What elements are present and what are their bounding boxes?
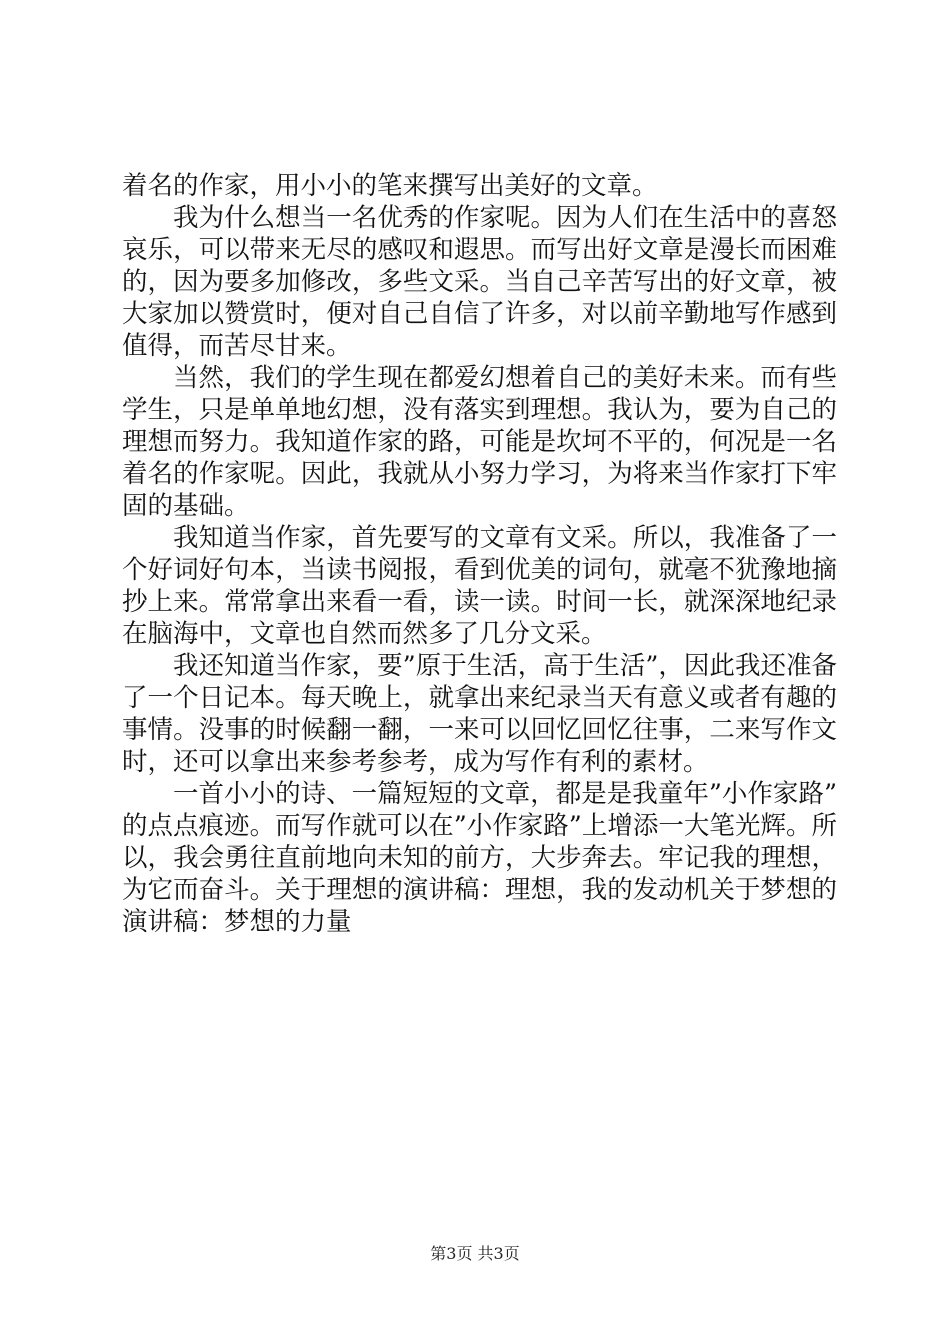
paragraph-2: 我为什么想当一名优秀的作家呢。因为人们在生活中的喜怒哀乐，可以带来无尽的感叹和遐思。而写出好文章是漫长而困难的，因为要多加修改，多些文采。当自己辛苦写出的好文章，被大家加以赞赏时，便对自己自信了许多，对以前辛勤地写作感到值得，而苦尽甘来。 — [122, 203, 837, 361]
paragraph-1: 着名的作家，用小小的笔来撰写出美好的文章。 — [122, 171, 658, 201]
document-body — [122, 170, 837, 938]
paragraph-6: 一首小小的诗、一篇短短的文章，都是是我童年”小作家路”的点点痕迹。而写作就可以在”小作家路”上增添一大笔光辉。所以，我会勇往直前地向未知的前方，大步奔去。牢记我的理想，为它而奋斗。关于理想的演讲稿：理想，我的发动机关于梦想的演讲稿：梦想的力量 — [122, 779, 837, 937]
page-number-footer: 第3页 共3页 — [430, 1244, 520, 1263]
paragraph-4: 我知道当作家，首先要写的文章有文采。所以，我准备了一个好词好句本，当读书阅报，看到优美的词句，就毫不犹豫地摘抄上来。常常拿出来看一看，读一读。时间一长，就深深地纪录在脑海中，文章也自然而然多了几分文采。 — [122, 523, 837, 649]
paragraph-3: 当然，我们的学生现在都爱幻想着自己的美好未来。而有些学生，只是单单地幻想，没有落实到理想。我认为，要为自己的理想而努力。我知道作家的路，可能是坎坷不平的，何况是一名着名的作家呢。因此，我就从小努力学习，为将来当作家打下牢固的基础。 — [122, 363, 837, 521]
paragraph-5: 我还知道当作家，要”原于生活，高于生活”，因此我还准备了一个日记本。每天晚上，就拿出来纪录当天有意义或者有趣的事情。没事的时候翻一翻，一来可以回忆回忆往事，二来写作文时，还可以拿出来参考参考，成为写作有利的素材。 — [122, 651, 837, 777]
